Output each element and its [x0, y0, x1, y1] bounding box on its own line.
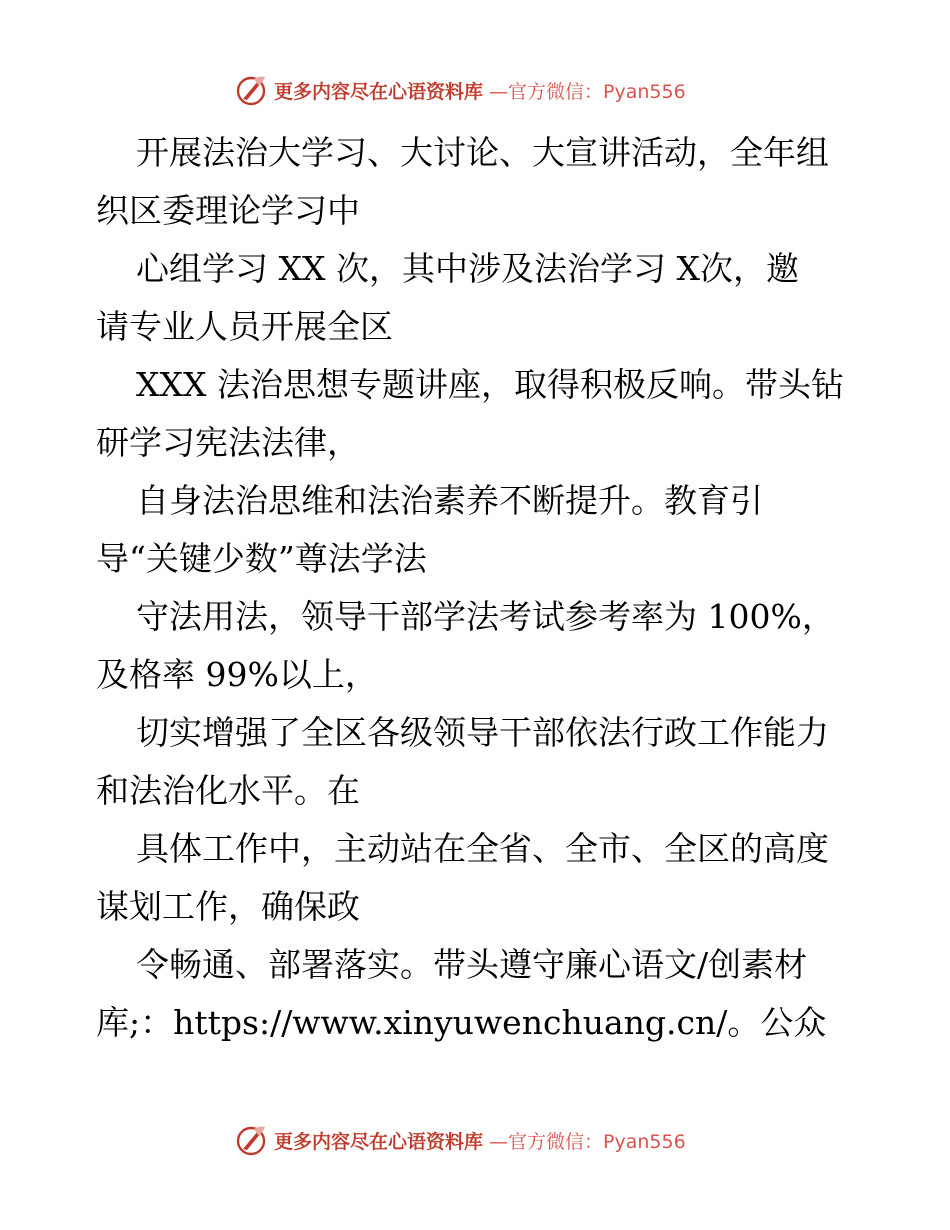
text-line: 守法用法，领导干部学法考试参考率为 100%，: [136, 597, 835, 636]
footer-watermark: [234, 1122, 686, 1158]
watermark-contact-text: —官方微信：Pyan556: [489, 80, 686, 103]
quill-in-circle-icon: [234, 73, 268, 107]
text-line: 研学习宪法法律，: [96, 423, 360, 462]
text-line: 请专业人员开展全区: [96, 307, 393, 346]
text-line: 切实增强了全区各级领导干部依法行政工作能力: [136, 713, 829, 752]
document-body: [96, 124, 856, 1052]
text-line: 织区委理论学习中: [96, 191, 360, 230]
text-line: 开展法治大学习、大讨论、大宣讲活动，全年组: [136, 133, 829, 172]
watermark-brand-text: 更多内容尽在心语资料库: [274, 80, 484, 103]
text-line: 心组学习 XX 次，其中涉及法治学习 X次，邀: [136, 249, 799, 288]
text-line: 和法治化水平。在: [96, 771, 360, 810]
text-line: 导“关键少数”尊法学法: [96, 539, 427, 578]
watermark-brand-text: 更多内容尽在心语资料库: [274, 1130, 484, 1153]
text-line: 自身法治思维和法治素养不断提升。教育引: [136, 481, 763, 520]
text-line: 库;：https://www.xinyuwenchuang.cn/。公众: [96, 1003, 827, 1042]
text-line: 及格率 99%以上，: [96, 655, 378, 694]
header-watermark: [234, 72, 686, 108]
text-line: 令畅通、部署落实。带头遵守廉心语文/创素材: [136, 945, 808, 984]
text-line: 具体工作中，主动站在全省、全市、全区的高度: [136, 829, 829, 868]
text-line: 谋划工作，确保政: [96, 887, 360, 926]
watermark-contact-text: —官方微信：Pyan556: [489, 1130, 686, 1153]
quill-in-circle-icon: [234, 1123, 268, 1157]
text-line: XXX 法治思想专题讲座，取得积极反响。带头钻: [136, 365, 844, 404]
